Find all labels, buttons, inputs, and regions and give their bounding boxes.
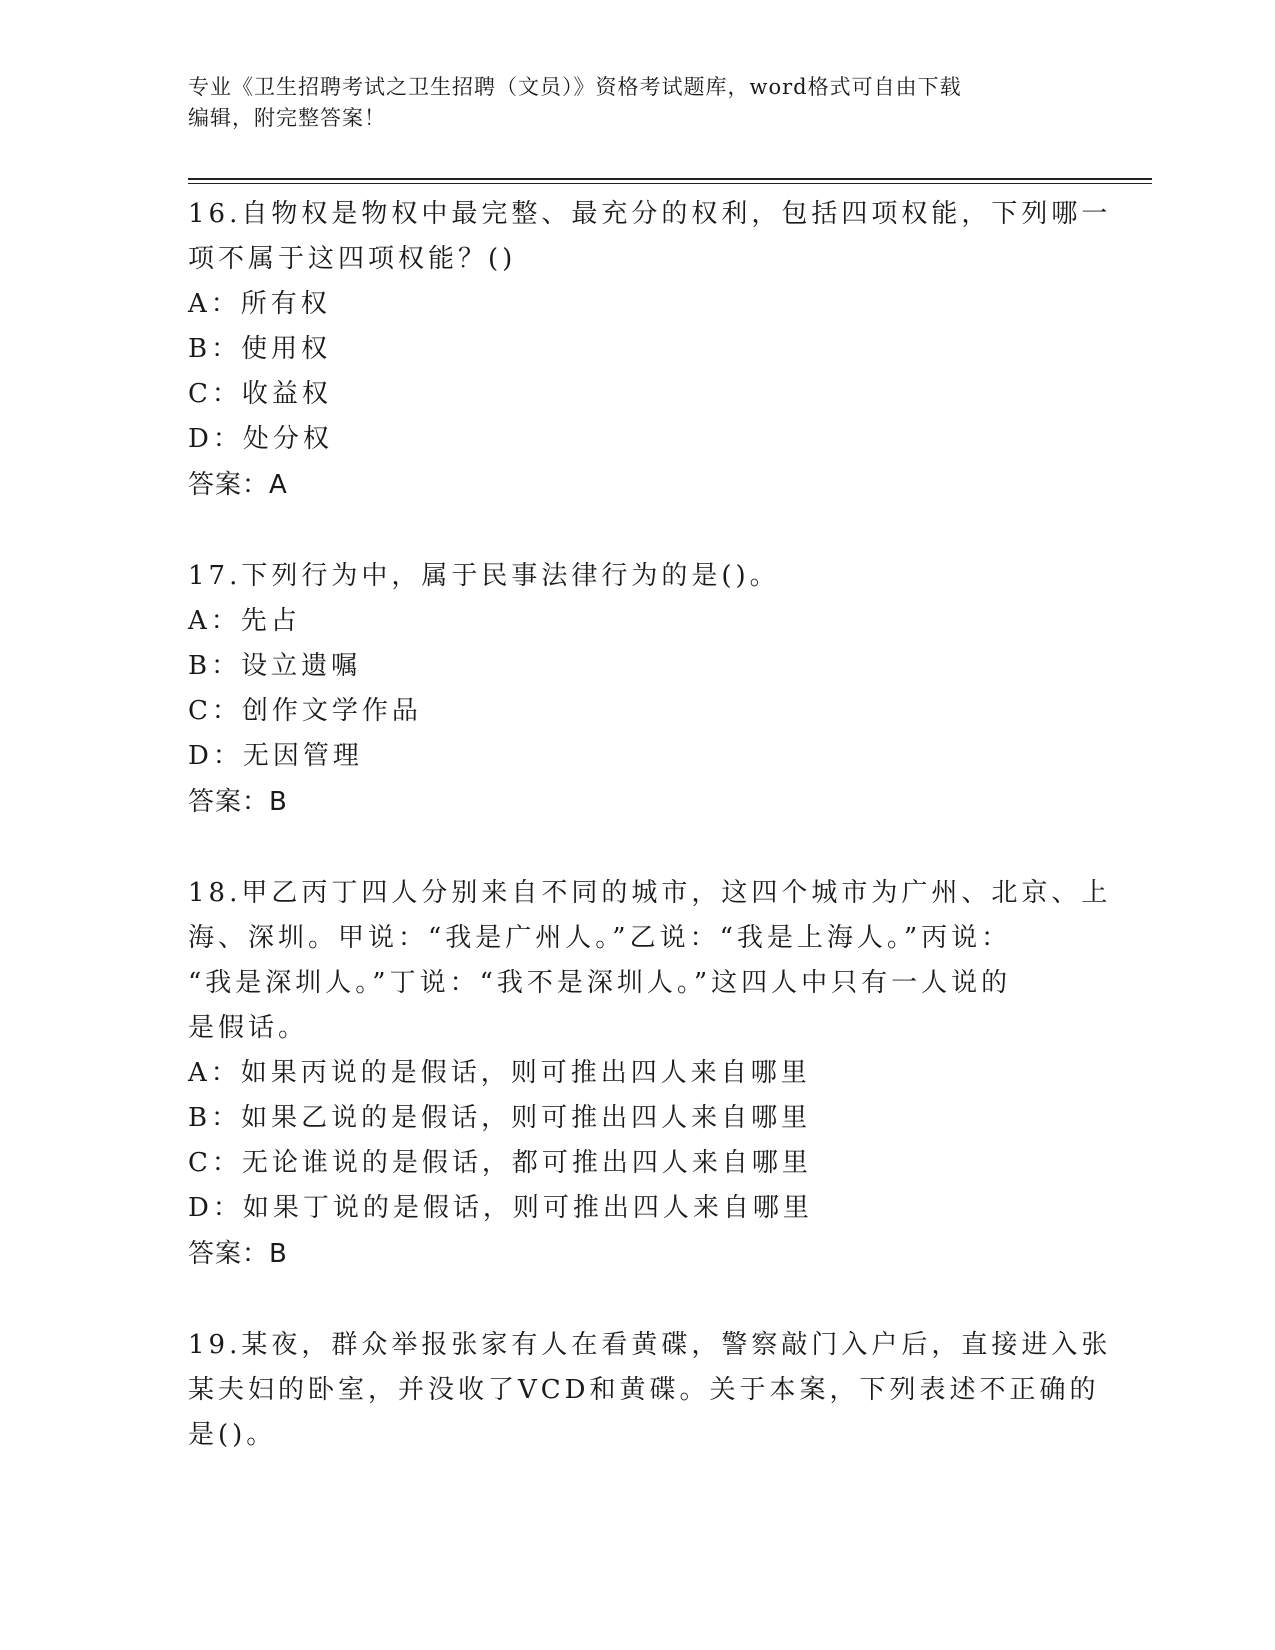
stem-line: 17.下列行为中，属于民事法律行为的是()。 (188, 561, 780, 591)
question-17 (188, 554, 1088, 825)
question-list (188, 192, 1112, 1504)
question-19 (188, 1323, 1112, 1458)
header-line-2: 编辑，附完整答案！ (188, 106, 386, 130)
question-stem (188, 871, 1112, 1051)
header-divider-thin (188, 183, 1152, 184)
answer-line: 答案：A (188, 470, 288, 500)
stem-line: 项不属于这四项权能？() (188, 244, 517, 274)
question-stem (188, 192, 1112, 282)
header-divider-thick (188, 178, 1152, 180)
stem-line: 某夫妇的卧室，并没收了VCD和黄碟。关于本案，下列表述不正确的 (188, 1375, 1100, 1405)
option-d: D：如果丁说的是假话，则可推出四人来自哪里 (188, 1193, 813, 1223)
option-b: B：使用权 (188, 334, 332, 364)
option-b: B：如果乙说的是假话，则可推出四人来自哪里 (188, 1103, 812, 1133)
option-c: C：创作文学作品 (188, 696, 422, 726)
option-b: B：设立遗嘱 (188, 651, 362, 681)
answer-line: 答案：B (188, 1239, 288, 1269)
stem-line: 16.自物权是物权中最完整、最充分的权利，包括四项权能，下列哪一 (188, 199, 1112, 229)
option-d: D：处分权 (188, 424, 333, 454)
stem-line: 是()。 (188, 1420, 277, 1450)
header-line-1: 专业《卫生招聘考试之卫生招聘（文员）》资格考试题库，word格式可自由下载 (188, 75, 962, 99)
answer-line: 答案：B (188, 787, 288, 817)
option-a: A：所有权 (188, 289, 331, 319)
stem-line: 海、深圳。甲说：“我是广州人。”乙说：“我是上海人。”丙说： (188, 923, 1012, 953)
question-stem (188, 1323, 1112, 1458)
option-a: A：如果丙说的是假话，则可推出四人来自哪里 (188, 1058, 811, 1088)
document-header (188, 72, 1068, 134)
option-c: C：无论谁说的是假话，都可推出四人来自哪里 (188, 1148, 812, 1178)
option-c: C：收益权 (188, 379, 332, 409)
question-stem (188, 554, 1088, 599)
question-18 (188, 871, 1112, 1277)
stem-line: 18.甲乙丙丁四人分别来自不同的城市，这四个城市为广州、北京、上 (188, 878, 1112, 908)
question-16 (188, 192, 1112, 508)
stem-line: 是假话。 (188, 1013, 309, 1043)
option-a: A：先占 (188, 606, 301, 636)
stem-line: 19.某夜，群众举报张家有人在看黄碟，警察敲门入户后，直接进入张 (188, 1330, 1112, 1360)
option-d: D：无因管理 (188, 741, 363, 771)
stem-line: “我是深圳人。”丁说：“我不是深圳人。”这四人中只有一人说的 (188, 968, 1012, 998)
